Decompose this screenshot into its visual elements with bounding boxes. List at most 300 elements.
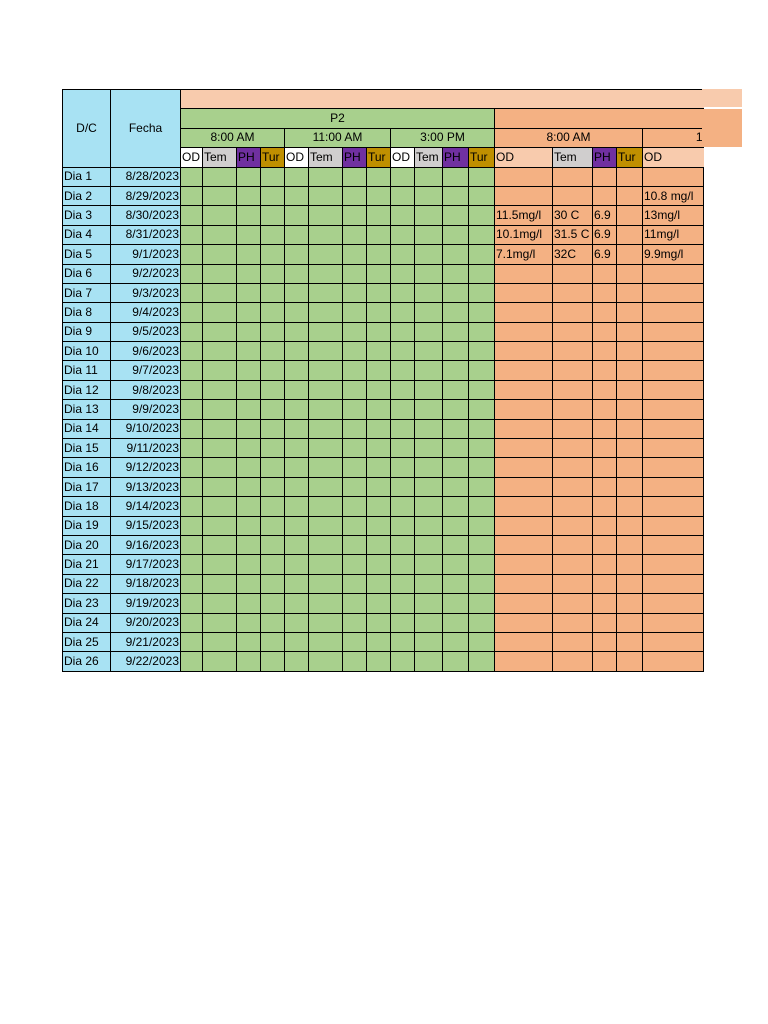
p2-data-cell[interactable] (237, 322, 261, 341)
p2-data-cell[interactable] (469, 574, 495, 593)
p2-data-cell[interactable] (443, 283, 469, 302)
param-header-od[interactable]: OD (285, 148, 309, 167)
p2-data-cell[interactable] (367, 361, 391, 380)
p2-data-cell[interactable] (443, 574, 469, 593)
param-header-ph[interactable]: PH (593, 148, 617, 167)
p2-data-cell[interactable] (181, 516, 203, 535)
p2-data-cell[interactable] (391, 458, 415, 477)
p2-data-cell[interactable] (367, 186, 391, 205)
p2-data-cell[interactable] (261, 322, 285, 341)
p2-data-cell[interactable] (261, 264, 285, 283)
p2-data-cell[interactable] (309, 186, 343, 205)
p3-od-next-cell[interactable] (643, 497, 704, 516)
p3-ph-cell[interactable] (593, 167, 617, 186)
param-header-ph[interactable]: PH (343, 148, 367, 167)
p3-tem-cell[interactable] (553, 322, 593, 341)
p2-data-cell[interactable] (367, 322, 391, 341)
p3-tem-cell[interactable]: 31.5 C (553, 225, 593, 244)
p3-tur-cell[interactable] (617, 535, 643, 554)
p2-data-cell[interactable] (237, 206, 261, 225)
p3-tur-cell[interactable] (617, 439, 643, 458)
p3-ph-cell[interactable] (593, 594, 617, 613)
p2-data-cell[interactable] (343, 225, 367, 244)
p3-tur-cell[interactable] (617, 167, 643, 186)
p2-data-cell[interactable] (415, 400, 443, 419)
p2-data-cell[interactable] (367, 400, 391, 419)
day-cell[interactable]: Dia 21 (63, 555, 111, 574)
p2-data-cell[interactable] (237, 419, 261, 438)
p2-data-cell[interactable] (237, 613, 261, 632)
p2-data-cell[interactable] (181, 613, 203, 632)
p2-data-cell[interactable] (391, 167, 415, 186)
p3-tur-cell[interactable] (617, 322, 643, 341)
p2-data-cell[interactable] (443, 652, 469, 671)
p2-data-cell[interactable] (469, 361, 495, 380)
p2-data-cell[interactable] (309, 439, 343, 458)
p2-data-cell[interactable] (285, 283, 309, 302)
p2-data-cell[interactable] (285, 497, 309, 516)
p2-data-cell[interactable] (415, 206, 443, 225)
p2-data-cell[interactable] (343, 186, 367, 205)
p2-data-cell[interactable] (367, 380, 391, 399)
p2-data-cell[interactable] (261, 458, 285, 477)
p2-data-cell[interactable] (391, 186, 415, 205)
p2-data-cell[interactable] (309, 322, 343, 341)
p2-data-cell[interactable] (237, 167, 261, 186)
p3-tem-cell[interactable] (553, 497, 593, 516)
p2-data-cell[interactable] (415, 342, 443, 361)
p2-data-cell[interactable] (285, 167, 309, 186)
p2-data-cell[interactable] (343, 516, 367, 535)
p3-ph-cell[interactable] (593, 574, 617, 593)
p2-data-cell[interactable] (469, 303, 495, 322)
p2-data-cell[interactable] (391, 400, 415, 419)
p2-data-cell[interactable] (261, 477, 285, 496)
p2-data-cell[interactable] (181, 380, 203, 399)
p2-data-cell[interactable] (469, 439, 495, 458)
p2-data-cell[interactable] (343, 206, 367, 225)
p2-data-cell[interactable] (261, 400, 285, 419)
p2-data-cell[interactable] (443, 264, 469, 283)
p2-data-cell[interactable] (309, 516, 343, 535)
p2-data-cell[interactable] (343, 632, 367, 651)
p2-data-cell[interactable] (237, 225, 261, 244)
p2-data-cell[interactable] (237, 458, 261, 477)
p2-data-cell[interactable] (309, 361, 343, 380)
p2-data-cell[interactable] (469, 167, 495, 186)
param-header-tem[interactable]: Tem (415, 148, 443, 167)
p3-od-cell[interactable] (495, 419, 553, 438)
p3-od-next-cell[interactable] (643, 516, 704, 535)
p3-tem-cell[interactable] (553, 264, 593, 283)
p2-data-cell[interactable] (181, 477, 203, 496)
day-cell[interactable]: Dia 4 (63, 225, 111, 244)
p2-data-cell[interactable] (181, 594, 203, 613)
p3-od-cell[interactable] (495, 594, 553, 613)
p2-data-cell[interactable] (285, 186, 309, 205)
p3-od-next-cell[interactable] (643, 419, 704, 438)
p2-data-cell[interactable] (391, 652, 415, 671)
p3-tem-cell[interactable] (553, 594, 593, 613)
p2-data-cell[interactable] (415, 516, 443, 535)
p2-data-cell[interactable] (443, 225, 469, 244)
p2-data-cell[interactable] (203, 439, 237, 458)
date-cell[interactable]: 9/3/2023 (111, 283, 181, 302)
p3-tem-cell[interactable] (553, 342, 593, 361)
p3-od-cell[interactable] (495, 497, 553, 516)
p2-data-cell[interactable] (285, 652, 309, 671)
p3-od-next-cell[interactable] (643, 361, 704, 380)
p3-ph-cell[interactable] (593, 477, 617, 496)
p2-data-cell[interactable] (285, 516, 309, 535)
p2-data-cell[interactable] (309, 400, 343, 419)
p2-data-cell[interactable] (203, 167, 237, 186)
p2-data-cell[interactable] (343, 342, 367, 361)
p2-data-cell[interactable] (469, 400, 495, 419)
p2-data-cell[interactable] (367, 555, 391, 574)
p3-tur-cell[interactable] (617, 652, 643, 671)
date-cell[interactable]: 9/11/2023 (111, 439, 181, 458)
p2-data-cell[interactable] (343, 419, 367, 438)
p2-data-cell[interactable] (203, 186, 237, 205)
p2-data-cell[interactable] (181, 206, 203, 225)
fecha-header[interactable]: Fecha (111, 90, 181, 168)
p2-data-cell[interactable] (343, 167, 367, 186)
p3-od-next-cell[interactable] (643, 303, 704, 322)
p2-data-cell[interactable] (237, 439, 261, 458)
p2-data-cell[interactable] (391, 342, 415, 361)
p2-data-cell[interactable] (203, 613, 237, 632)
p3-od-cell[interactable] (495, 477, 553, 496)
date-cell[interactable]: 9/5/2023 (111, 322, 181, 341)
p2-data-cell[interactable] (443, 303, 469, 322)
p3-tem-cell[interactable] (553, 361, 593, 380)
p3-od-cell[interactable] (495, 400, 553, 419)
p2-data-cell[interactable] (443, 594, 469, 613)
p2-data-cell[interactable] (261, 225, 285, 244)
p2-data-cell[interactable] (469, 632, 495, 651)
p2-data-cell[interactable] (309, 632, 343, 651)
p3-od-next-cell[interactable] (643, 167, 704, 186)
date-cell[interactable]: 9/6/2023 (111, 342, 181, 361)
param-header-od[interactable]: OD (181, 148, 203, 167)
p3-od-next-cell[interactable] (643, 380, 704, 399)
p2-data-cell[interactable] (237, 594, 261, 613)
p2-data-cell[interactable] (309, 342, 343, 361)
p2-data-cell[interactable] (181, 574, 203, 593)
p3-tem-cell[interactable] (553, 186, 593, 205)
p2-data-cell[interactable] (285, 574, 309, 593)
p2-data-cell[interactable] (261, 245, 285, 264)
p2-data-cell[interactable] (261, 555, 285, 574)
p2-data-cell[interactable] (285, 555, 309, 574)
p2-data-cell[interactable] (261, 206, 285, 225)
p2-data-cell[interactable] (443, 439, 469, 458)
date-cell[interactable]: 9/7/2023 (111, 361, 181, 380)
p2-data-cell[interactable] (203, 380, 237, 399)
p2-data-cell[interactable] (367, 264, 391, 283)
p2-data-cell[interactable] (415, 458, 443, 477)
p2-data-cell[interactable] (391, 439, 415, 458)
p2-data-cell[interactable] (261, 186, 285, 205)
date-cell[interactable]: 9/2/2023 (111, 264, 181, 283)
p3-tur-cell[interactable] (617, 516, 643, 535)
p2-data-cell[interactable] (181, 439, 203, 458)
p2-data-cell[interactable] (443, 477, 469, 496)
p2-data-cell[interactable] (285, 458, 309, 477)
p3-od-cell[interactable] (495, 380, 553, 399)
param-header-ph[interactable]: PH (237, 148, 261, 167)
p2-data-cell[interactable] (469, 555, 495, 574)
p3-od-cell[interactable] (495, 613, 553, 632)
p2-data-cell[interactable] (469, 225, 495, 244)
p2-data-cell[interactable] (237, 652, 261, 671)
p2-data-cell[interactable] (343, 613, 367, 632)
p2-data-cell[interactable] (367, 594, 391, 613)
p3-od-cell[interactable] (495, 167, 553, 186)
p2-data-cell[interactable] (469, 186, 495, 205)
p2-data-cell[interactable] (391, 632, 415, 651)
p2-data-cell[interactable] (367, 632, 391, 651)
p2-data-cell[interactable] (261, 342, 285, 361)
p2-data-cell[interactable] (367, 497, 391, 516)
p2-data-cell[interactable] (285, 419, 309, 438)
p2-data-cell[interactable] (203, 264, 237, 283)
p2-data-cell[interactable] (343, 439, 367, 458)
p2-data-cell[interactable] (443, 632, 469, 651)
p3-header[interactable] (495, 109, 704, 128)
day-cell[interactable]: Dia 18 (63, 497, 111, 516)
p2-data-cell[interactable] (443, 361, 469, 380)
p2-header[interactable]: P2 (181, 109, 495, 128)
date-cell[interactable]: 9/9/2023 (111, 400, 181, 419)
p2-data-cell[interactable] (367, 613, 391, 632)
p2-data-cell[interactable] (261, 613, 285, 632)
p2-data-cell[interactable] (203, 419, 237, 438)
p3-od-cell[interactable] (495, 574, 553, 593)
day-cell[interactable]: Dia 17 (63, 477, 111, 496)
p2-data-cell[interactable] (469, 458, 495, 477)
p2-data-cell[interactable] (261, 497, 285, 516)
p3-tem-cell[interactable] (553, 303, 593, 322)
date-cell[interactable]: 9/17/2023 (111, 555, 181, 574)
p2-data-cell[interactable] (181, 167, 203, 186)
p2-data-cell[interactable] (203, 497, 237, 516)
day-cell[interactable]: Dia 19 (63, 516, 111, 535)
p2-data-cell[interactable] (391, 206, 415, 225)
p2-data-cell[interactable] (367, 516, 391, 535)
p2-data-cell[interactable] (261, 419, 285, 438)
p2-data-cell[interactable] (309, 419, 343, 438)
date-cell[interactable]: 9/4/2023 (111, 303, 181, 322)
p3-tem-cell[interactable] (553, 400, 593, 419)
p2-data-cell[interactable] (469, 245, 495, 264)
p2-data-cell[interactable] (343, 245, 367, 264)
p3-ph-cell[interactable] (593, 555, 617, 574)
p2-data-cell[interactable] (285, 245, 309, 264)
p3-od-cell[interactable]: 7.1mg/l (495, 245, 553, 264)
p2-data-cell[interactable] (469, 497, 495, 516)
p2-data-cell[interactable] (203, 555, 237, 574)
p2-data-cell[interactable] (367, 439, 391, 458)
p3-tur-cell[interactable] (617, 555, 643, 574)
p2-data-cell[interactable] (367, 652, 391, 671)
p2-data-cell[interactable] (443, 400, 469, 419)
p2-data-cell[interactable] (469, 380, 495, 399)
day-cell[interactable]: Dia 15 (63, 439, 111, 458)
p2-data-cell[interactable] (415, 245, 443, 264)
p3-od-next-cell[interactable] (643, 652, 704, 671)
p2-data-cell[interactable] (391, 245, 415, 264)
p2-data-cell[interactable] (469, 477, 495, 496)
p2-data-cell[interactable] (309, 477, 343, 496)
p3-tur-cell[interactable] (617, 419, 643, 438)
p3-od-next-cell[interactable] (643, 400, 704, 419)
p2-data-cell[interactable] (415, 574, 443, 593)
p2-data-cell[interactable] (181, 225, 203, 244)
p3-ph-cell[interactable] (593, 497, 617, 516)
p3-tem-cell[interactable]: 30 C (553, 206, 593, 225)
p2-data-cell[interactable] (181, 322, 203, 341)
p2-data-cell[interactable] (261, 167, 285, 186)
p3-tur-cell[interactable] (617, 245, 643, 264)
p2-data-cell[interactable] (203, 361, 237, 380)
p2-data-cell[interactable] (203, 400, 237, 419)
p2-data-cell[interactable] (203, 283, 237, 302)
p3-od-next-cell[interactable] (643, 342, 704, 361)
p2-data-cell[interactable] (285, 322, 309, 341)
p3-od-next-cell[interactable] (643, 574, 704, 593)
p2-data-cell[interactable] (443, 245, 469, 264)
p2-data-cell[interactable] (343, 477, 367, 496)
p2-data-cell[interactable] (343, 400, 367, 419)
p2-data-cell[interactable] (415, 439, 443, 458)
p3-ph-cell[interactable] (593, 419, 617, 438)
p2-data-cell[interactable] (181, 632, 203, 651)
p2-data-cell[interactable] (443, 186, 469, 205)
p3-tur-cell[interactable] (617, 264, 643, 283)
p3-od-next-cell[interactable] (643, 458, 704, 477)
p2-data-cell[interactable] (469, 652, 495, 671)
p2-data-cell[interactable] (237, 303, 261, 322)
p2-data-cell[interactable] (261, 439, 285, 458)
p2-data-cell[interactable] (261, 574, 285, 593)
p2-data-cell[interactable] (415, 322, 443, 341)
dc-header[interactable]: D/C (63, 90, 111, 168)
p2-data-cell[interactable] (309, 264, 343, 283)
p3-od-cell[interactable] (495, 303, 553, 322)
p3-od-cell[interactable] (495, 361, 553, 380)
p2-data-cell[interactable] (469, 206, 495, 225)
p2-data-cell[interactable] (237, 477, 261, 496)
p3-tur-cell[interactable] (617, 225, 643, 244)
p3-tem-cell[interactable] (553, 419, 593, 438)
p2-data-cell[interactable] (181, 186, 203, 205)
param-header-tur[interactable]: Tur (261, 148, 285, 167)
p2-data-cell[interactable] (443, 497, 469, 516)
time-header-p3-2[interactable]: 1 (643, 128, 704, 147)
day-cell[interactable]: Dia 6 (63, 264, 111, 283)
p2-data-cell[interactable] (367, 245, 391, 264)
p2-data-cell[interactable] (203, 652, 237, 671)
p2-data-cell[interactable] (203, 322, 237, 341)
p3-tur-cell[interactable] (617, 283, 643, 302)
param-header-tur[interactable]: Tur (367, 148, 391, 167)
p2-data-cell[interactable] (391, 613, 415, 632)
p3-ph-cell[interactable] (593, 283, 617, 302)
p2-data-cell[interactable] (203, 206, 237, 225)
p2-data-cell[interactable] (367, 458, 391, 477)
date-cell[interactable]: 9/8/2023 (111, 380, 181, 399)
day-cell[interactable]: Dia 3 (63, 206, 111, 225)
p2-data-cell[interactable] (443, 380, 469, 399)
p3-ph-cell[interactable] (593, 342, 617, 361)
p3-tur-cell[interactable] (617, 380, 643, 399)
p2-data-cell[interactable] (261, 652, 285, 671)
p2-data-cell[interactable] (309, 574, 343, 593)
p2-data-cell[interactable] (285, 613, 309, 632)
p2-data-cell[interactable] (261, 380, 285, 399)
p3-tem-cell[interactable] (553, 555, 593, 574)
p2-data-cell[interactable] (309, 225, 343, 244)
param-header-tem[interactable]: Tem (309, 148, 343, 167)
day-cell[interactable]: Dia 16 (63, 458, 111, 477)
p2-data-cell[interactable] (367, 206, 391, 225)
p3-tem-cell[interactable] (553, 516, 593, 535)
p3-od-next-cell[interactable]: 13mg/l (643, 206, 704, 225)
param-header-tem[interactable]: Tem (203, 148, 237, 167)
p2-data-cell[interactable] (391, 225, 415, 244)
param-header-ph[interactable]: PH (443, 148, 469, 167)
p2-data-cell[interactable] (391, 594, 415, 613)
p3-od-cell[interactable] (495, 342, 553, 361)
p2-data-cell[interactable] (415, 225, 443, 244)
p2-data-cell[interactable] (285, 400, 309, 419)
p2-data-cell[interactable] (391, 516, 415, 535)
p2-data-cell[interactable] (367, 535, 391, 554)
p3-od-next-cell[interactable]: 10.8 mg/l (643, 186, 704, 205)
p2-data-cell[interactable] (443, 206, 469, 225)
day-cell[interactable]: Dia 1 (63, 167, 111, 186)
p2-data-cell[interactable] (285, 594, 309, 613)
p3-tur-cell[interactable] (617, 458, 643, 477)
p2-data-cell[interactable] (181, 652, 203, 671)
p2-data-cell[interactable] (415, 535, 443, 554)
p2-data-cell[interactable] (391, 555, 415, 574)
time-header-p2-3[interactable]: 3:00 PM (391, 128, 495, 147)
day-cell[interactable]: Dia 8 (63, 303, 111, 322)
day-cell[interactable]: Dia 20 (63, 535, 111, 554)
p3-od-next-cell[interactable] (643, 322, 704, 341)
p3-od-cell[interactable]: 11.5mg/l (495, 206, 553, 225)
p2-data-cell[interactable] (181, 283, 203, 302)
date-cell[interactable]: 9/13/2023 (111, 477, 181, 496)
day-cell[interactable]: Dia 10 (63, 342, 111, 361)
p3-tem-cell[interactable] (553, 477, 593, 496)
p3-od-cell[interactable] (495, 535, 553, 554)
p2-data-cell[interactable] (261, 516, 285, 535)
p2-data-cell[interactable] (261, 283, 285, 302)
p2-data-cell[interactable] (343, 303, 367, 322)
p2-data-cell[interactable] (309, 303, 343, 322)
p2-data-cell[interactable] (203, 516, 237, 535)
p2-data-cell[interactable] (443, 458, 469, 477)
p2-data-cell[interactable] (415, 477, 443, 496)
p3-ph-cell[interactable] (593, 535, 617, 554)
time-header-p2-2[interactable]: 11:00 AM (285, 128, 391, 147)
p2-data-cell[interactable] (469, 322, 495, 341)
p2-data-cell[interactable] (469, 342, 495, 361)
